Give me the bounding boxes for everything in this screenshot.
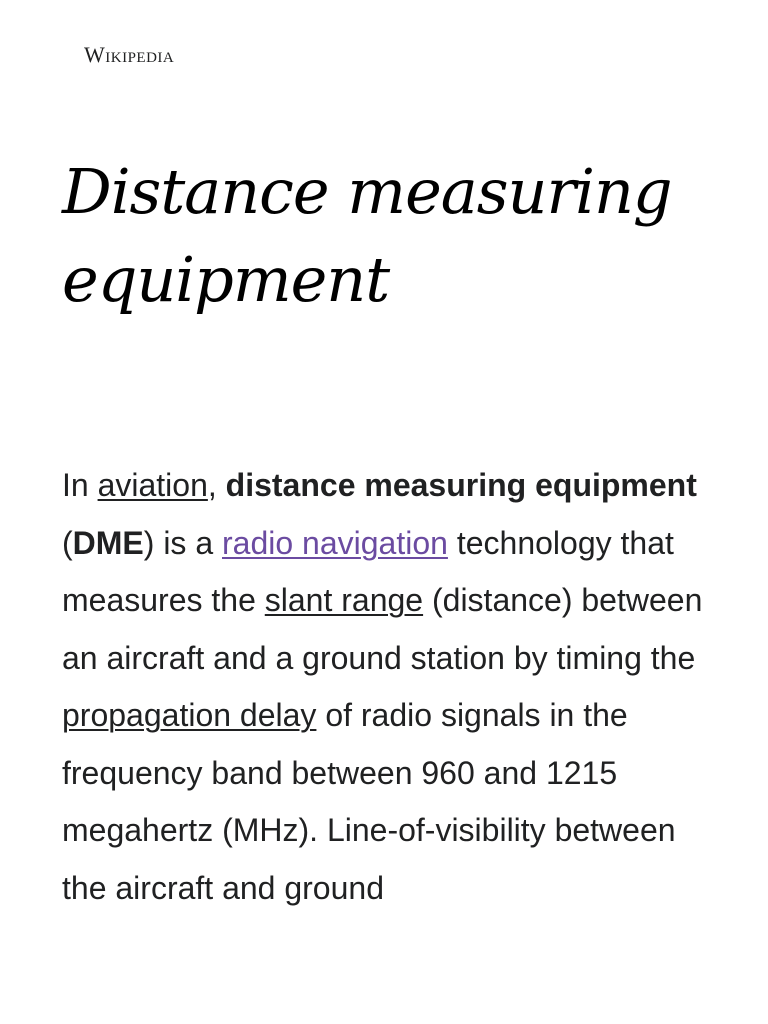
link-slant-range[interactable]: slant range xyxy=(264,582,424,618)
article-text: , xyxy=(207,467,226,503)
article-text: ) is a xyxy=(143,524,222,561)
wikipedia-wordmark[interactable]: Wikipedia xyxy=(84,42,175,67)
link-radio-navigation[interactable]: radio navigation xyxy=(222,524,448,561)
article-text: ( xyxy=(62,524,73,561)
article-text: In xyxy=(62,467,98,503)
article-text: (distance) between an aircraft and a ground station by timing the xyxy=(62,582,703,676)
bold-term: distance measuring equipment xyxy=(225,467,697,503)
article-text: technology that measures the xyxy=(62,524,674,618)
link-aviation[interactable]: aviation xyxy=(97,467,208,503)
page-title: Distance measuring equipment xyxy=(62,155,672,316)
article-text: of radio signals in the frequency band between 960 and 1215 megahertz (MHz). Line-of-visibility between the aircraft and ground xyxy=(62,697,676,906)
bold-abbreviation: DME xyxy=(72,524,144,561)
article-lead-paragraph xyxy=(62,457,722,917)
link-propagation-delay[interactable]: propagation delay xyxy=(62,697,317,733)
